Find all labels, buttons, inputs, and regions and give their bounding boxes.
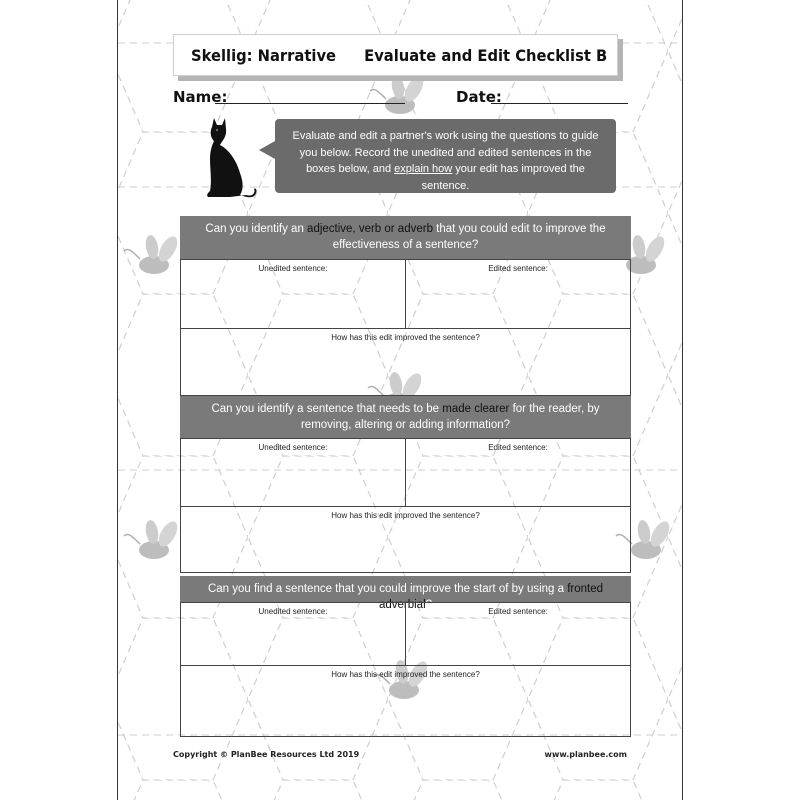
unedited-sentence-box[interactable] <box>180 259 406 329</box>
unedited-sentence-box[interactable] <box>180 602 406 666</box>
improvement-box[interactable] <box>180 328 631 396</box>
question-text: Can you identify an <box>205 223 308 235</box>
name-label: Name: <box>173 88 228 106</box>
question-text: Can you find a sentence that you could improve the start of by using a <box>207 583 568 595</box>
improvement-label: How has this edit improved the sentence? <box>331 670 480 679</box>
instructions-text-part2: your edit has improved the sentence. <box>421 163 585 192</box>
improvement-box[interactable] <box>180 665 631 737</box>
unedited-label: Unedited sentence: <box>258 264 328 273</box>
edited-label: Edited sentence: <box>488 607 548 616</box>
question-keyword: made clearer <box>442 403 510 415</box>
question-section-3 <box>180 576 631 737</box>
edited-sentence-box[interactable] <box>405 259 631 329</box>
question-keyword: fronted adverbial <box>378 583 604 611</box>
improvement-box[interactable] <box>180 506 631 573</box>
edited-sentence-box[interactable] <box>405 438 631 507</box>
unedited-label: Unedited sentence: <box>258 443 328 452</box>
edited-sentence-box[interactable] <box>405 602 631 666</box>
worksheet-page <box>117 0 683 800</box>
question-text: that you could edit to improve the effectiveness of a sentence? <box>332 223 606 251</box>
edited-label: Edited sentence: <box>488 264 548 273</box>
instructions-bubble <box>275 119 616 193</box>
instructions-underlined: explain how <box>394 163 453 175</box>
question-section-1 <box>180 216 631 396</box>
question-header <box>180 216 631 259</box>
copyright-text: Copyright © PlanBee Resources Ltd 2019 <box>173 750 360 759</box>
edited-label: Edited sentence: <box>488 443 548 452</box>
date-label: Date: <box>456 88 502 106</box>
name-field[interactable] <box>215 103 405 104</box>
unedited-label: Unedited sentence: <box>258 607 328 616</box>
question-keyword: adjective, verb or adverb <box>307 223 433 235</box>
question-header <box>180 576 631 611</box>
title-bar <box>173 34 618 76</box>
question-header <box>180 396 631 438</box>
question-text: ? <box>425 599 433 611</box>
improvement-label: How has this edit improved the sentence? <box>331 511 480 520</box>
date-field[interactable] <box>491 103 628 104</box>
worksheet-subtitle: Evaluate and Edit Checklist B <box>363 46 607 65</box>
unedited-sentence-box[interactable] <box>180 438 406 507</box>
question-text: Can you identify a sentence that needs to be <box>211 403 443 415</box>
question-text: for the reader, by removing, altering or adding information? <box>300 403 600 431</box>
question-section-2 <box>180 396 631 576</box>
improvement-label: How has this edit improved the sentence? <box>331 333 480 342</box>
worksheet-title: Skellig: Narrative <box>191 46 337 65</box>
website-link[interactable]: www.planbee.com <box>544 750 627 759</box>
cat-silhouette-icon <box>200 115 258 205</box>
instructions-text-part1: Evaluate and edit a partner's work using the questions to guide you below. Record the unedited and edited sentences in the boxes below, and <box>292 130 599 175</box>
